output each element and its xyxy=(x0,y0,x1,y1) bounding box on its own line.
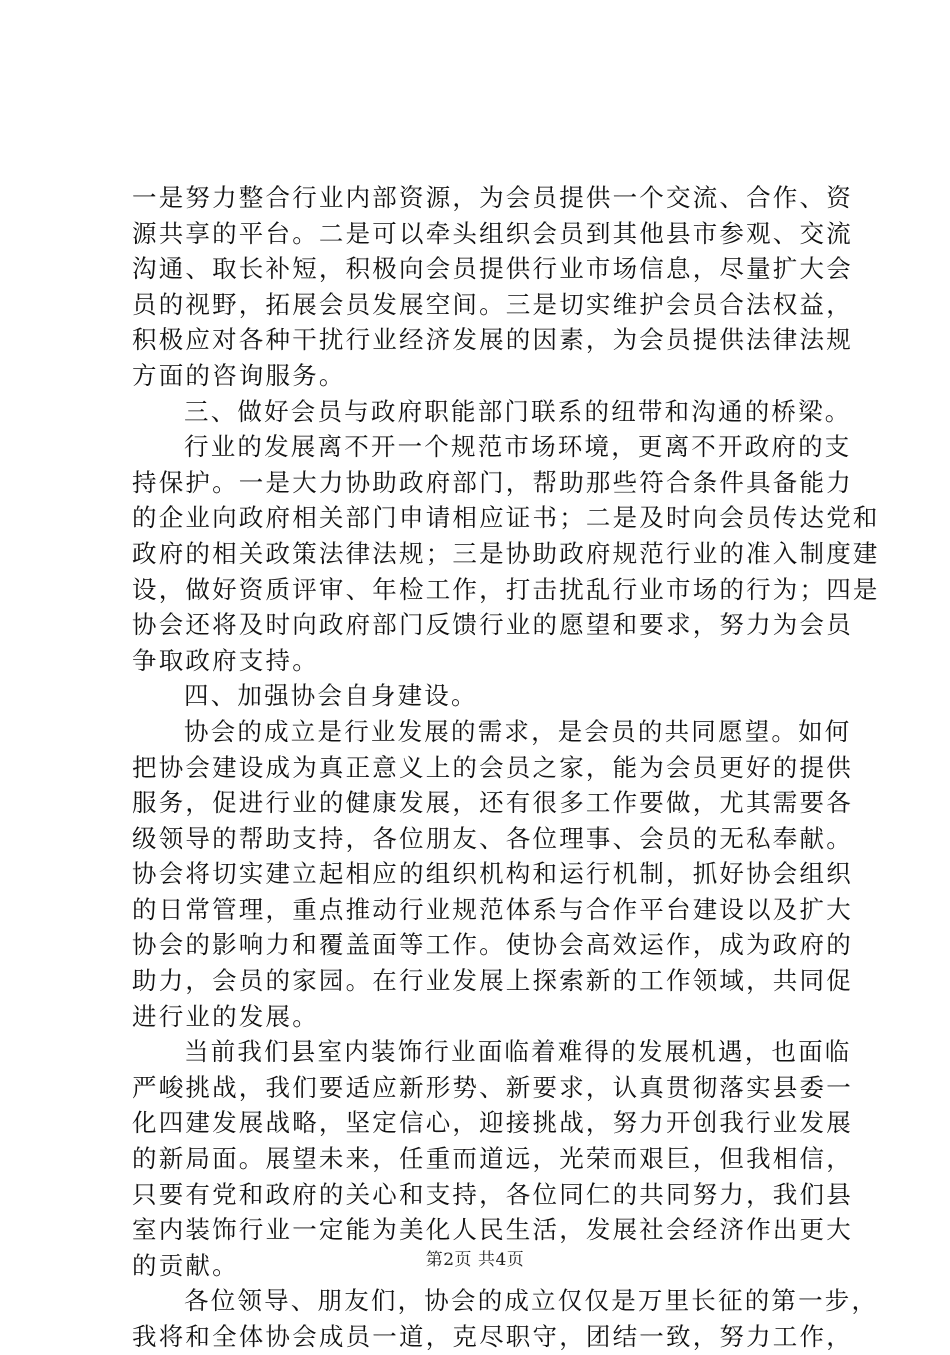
text-line: 化四建发展战略，坚定信心，迎接挑战，努力开创我行业发展 xyxy=(132,1108,853,1138)
text-line: 进行业的发展。 xyxy=(132,1001,319,1031)
text-line: 严峻挑战，我们要适应新形势、新要求，认真贯彻落实县委一 xyxy=(132,1072,853,1102)
text-line: 把协会建设成为真正意义上的会员之家，能为会员更好的提供 xyxy=(132,752,853,782)
text-line: 协会还将及时向政府部门反馈行业的愿望和要求，努力为会员 xyxy=(132,610,853,640)
text-line: 各位领导、朋友们，协会的成立仅仅是万里长征的第一步， xyxy=(184,1286,879,1316)
text-line: 助力，会员的家园。在行业发展上探索新的工作领域，共同促 xyxy=(132,966,853,996)
text-line: 政府的相关政策法律法规；三是协助政府规范行业的准入制度建 xyxy=(132,538,880,568)
text-line: 沟通、取长补短，积极向会员提供行业市场信息，尽量扩大会 xyxy=(132,254,853,284)
text-line: 持保护。一是大力协助政府部门，帮助那些符合条件具备能力 xyxy=(132,467,853,497)
text-line: 只要有党和政府的关心和支持，各位同仁的共同努力，我们县 xyxy=(132,1179,853,1209)
section-heading: 三、做好会员与政府职能部门联系的纽带和沟通的桥梁。 xyxy=(184,396,852,426)
text-line: 员的视野，拓展会员发展空间。三是切实维护会员合法权益， xyxy=(132,289,853,319)
text-line: 的日常管理，重点推动行业规范体系与合作平台建设以及扩大 xyxy=(132,894,853,924)
text-line: 源共享的平台。二是可以牵头组织会员到其他县市参观、交流 xyxy=(132,218,853,248)
text-line: 的贡献。 xyxy=(132,1250,239,1280)
text-line: 一是努力整合行业内部资源，为会员提供一个交流、合作、资 xyxy=(132,183,853,212)
text-line: 方面的咨询服务。 xyxy=(132,360,346,390)
text-line: 的新局面。展望未来，任重而道远，光荣而艰巨，但我相信， xyxy=(132,1144,853,1174)
text-line: 积极应对各种干扰行业经济发展的因素，为会员提供法律法规 xyxy=(132,325,853,355)
text-line: 的企业向政府相关部门申请相应证书；二是及时向会员传达党和 xyxy=(132,503,880,533)
text-line: 室内装饰行业一定能为美化人民生活，发展社会经济作出更大 xyxy=(132,1215,853,1245)
text-line: 协会的成立是行业发展的需求，是会员的共同愿望。如何 xyxy=(184,716,852,746)
text-line: 协会将切实建立起相应的组织机构和运行机制，抓好协会组织 xyxy=(132,859,853,889)
text-line: 争取政府支持。 xyxy=(132,645,319,675)
text-line: 行业的发展离不开一个规范市场环境，更离不开政府的支 xyxy=(184,432,852,462)
section-heading: 四、加强协会自身建设。 xyxy=(184,681,478,711)
text-line: 设，做好资质评审、年检工作，打击扰乱行业市场的行为；四是 xyxy=(132,574,880,604)
text-line: 服务，促进行业的健康发展，还有很多工作要做，尤其需要各 xyxy=(132,788,853,818)
text-line: 我将和全体协会成员一道，克尽职守，团结一致，努力工作， xyxy=(132,1322,853,1351)
text-line: 级领导的帮助支持，各位朋友、各位理事、会员的无私奉献。 xyxy=(132,823,853,853)
page-number-footer: 第2页 共4页 xyxy=(425,1250,525,1270)
text-line: 当前我们县室内装饰行业面临着难得的发展机遇，也面临 xyxy=(184,1037,852,1067)
document-body xyxy=(132,180,880,1355)
text-line: 协会的影响力和覆盖面等工作。使协会高效运作，成为政府的 xyxy=(132,930,853,960)
